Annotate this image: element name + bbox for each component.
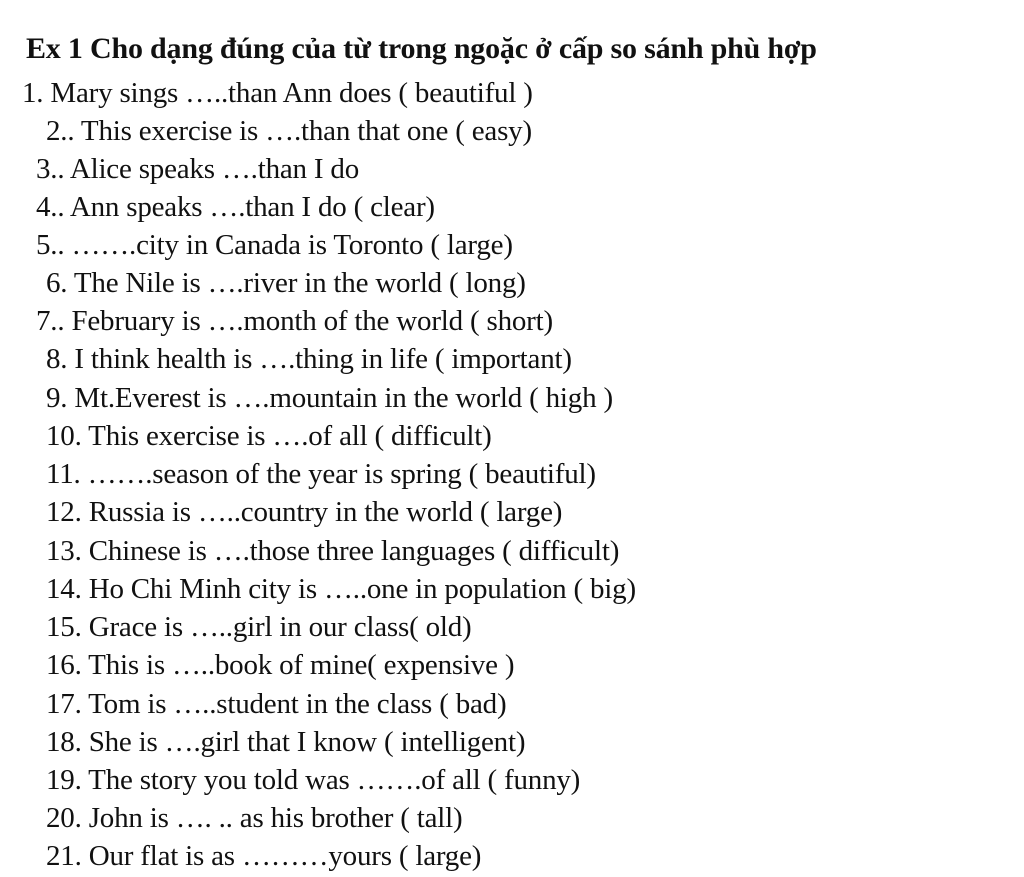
exercise-item-21: 21. Our flat is as ………yours ( large) [46, 840, 482, 872]
exercise-item-12: 12. Russia is …..country in the world ( large) [46, 496, 563, 528]
exercise-item-7: 7.. February is ….month of the world ( short) [36, 305, 553, 337]
exercise-item-19: 19. The story you told was …….of all ( funny) [46, 764, 581, 796]
exercise-item-17: 17. Tom is …..student in the class ( bad) [46, 688, 507, 720]
exercise-item-13: 13. Chinese is ….those three languages ( difficult) [46, 535, 620, 567]
exercise-item-2: 2.. This exercise is ….than that one ( easy) [46, 115, 532, 147]
exercise-item-15: 15. Grace is …..girl in our class( old) [46, 611, 472, 643]
exercise-item-3: 3.. Alice speaks ….than I do [36, 153, 360, 185]
exercise-item-8: 8. I think health is ….thing in life ( important) [46, 343, 572, 375]
exercise-item-10: 10. This exercise is ….of all ( difficult) [46, 420, 492, 452]
exercise-item-4: 4.. Ann speaks ….than I do ( clear) [36, 191, 435, 223]
exercise-item-1: 1. Mary sings …..than Ann does ( beautiful ) [22, 77, 533, 109]
exercise-title: Ex 1 Cho dạng đúng của từ trong ngoặc ở cấp so sánh phù hợp [26, 32, 817, 65]
exercise-item-5: 5.. …….city in Canada is Toronto ( large) [36, 229, 513, 261]
exercise-item-16: 16. This is …..book of mine( expensive ) [46, 649, 515, 681]
exercise-item-11: 11. …….season of the year is spring ( beautiful) [46, 458, 596, 490]
exercise-item-6: 6. The Nile is ….river in the world ( long) [46, 267, 526, 299]
exercise-item-20: 20. John is …. .. as his brother ( tall) [46, 802, 463, 834]
exercise-item-9: 9. Mt.Everest is ….mountain in the world ( high ) [46, 382, 613, 414]
exercise-item-18: 18. She is ….girl that I know ( intelligent) [46, 726, 526, 758]
exercise-item-14: 14. Ho Chi Minh city is …..one in population ( big) [46, 573, 636, 605]
